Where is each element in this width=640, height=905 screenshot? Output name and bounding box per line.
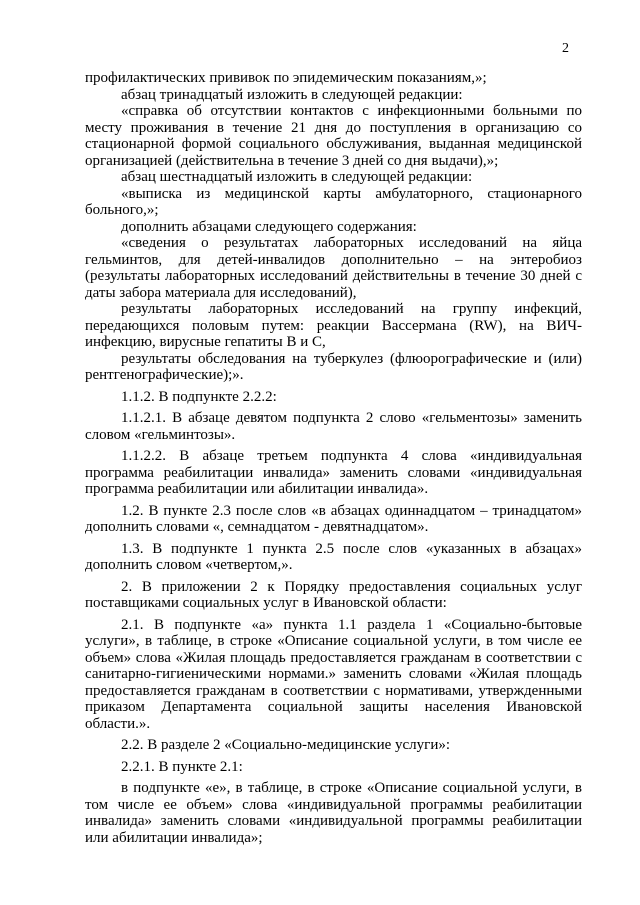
paragraph: 2.2.1. В пункте 2.1: <box>121 758 243 775</box>
paragraph: «справка об отсутствии контактов с инфекционными больными по месту проживания в течение 21 дня до поступления в организацию со стационарной формой социального обслуживания, выданная медицинской организацией (действительна в течение 3 дней со дня выдачи),»; <box>85 103 582 169</box>
paragraph: результаты обследования на туберкулез (флюорографические и (или) рентгенографические);». <box>85 350 582 383</box>
paragraph: 2. В приложении 2 к Порядку предоставления социальных услуг поставщиками социальных услуг в Ивановской области: <box>85 578 582 611</box>
paragraph: 1.1.2.2. В абзаце третьем подпункта 4 слова «индивидуальная программа реабилитации инвалида» заменить словами «индивидуальная программа реабилитации или абилитации инвалида». <box>85 448 582 497</box>
paragraph: профилактических прививок по эпидемическим показаниям,»; <box>85 70 487 86</box>
paragraph: абзац шестнадцатый изложить в следующей редакции: <box>121 169 473 185</box>
paragraph: «выписка из медицинской карты амбулаторного, стационарного больного,»; <box>85 185 582 218</box>
document-body <box>85 70 582 846</box>
page-number: 2 <box>562 41 569 56</box>
paragraph: «сведения о результатах лабораторных исследований на яйца гельминтов, для детей-инвалидов дополнительно – на энтеробиоз (результаты лабораторных исследований действительны в течение 30 дней с даты забора материала для исследований), <box>85 235 582 301</box>
paragraph: 2.2. В разделе 2 «Социально-медицинские услуги»: <box>121 737 451 753</box>
paragraph: результаты лабораторных исследований на группу инфекций, передающихся половым путем: реакции Вассермана (RW), на ВИЧ-инфекцию, вирусные гепатиты В и С, <box>85 301 582 350</box>
paragraph: абзац тринадцатый изложить в следующей редакции: <box>121 86 463 103</box>
paragraph: 1.2. В пункте 2.3 после слов «в абзацах одиннадцатом – тринадцатом» дополнить словами «, семнадцатом - девятнадцатом». <box>85 502 582 535</box>
paragraph: в подпункте «е», в таблице, в строке «Описание социальной услуги, в том числе ее объем» слова «индивидуальной программы реабилитации инвалида» заменить словами «индивидуальной программы реабилитации или абилитации инвалида»; <box>85 780 582 846</box>
paragraph: 1.3. В подпункте 1 пункта 2.5 после слов «указанных в абзацах» дополнить словом «четвертом,». <box>85 540 582 573</box>
paragraph: 1.1.2.1. В абзаце девятом подпункта 2 слово «гельментозы» заменить словом «гельминтозы». <box>85 410 582 443</box>
paragraph: 2.1. В подпункте «а» пункта 1.1 раздела 1 «Социально-бытовые услуги», в таблице, в строке «Описание социальной услуги, в том числе ее объем» слова «Жилая площадь предоставляется гражданам в соответствии с санитарно-гигиеническими нормами.» заменить словами «Жилая площадь предоставляется гражданам в соответствии с нормативами, утвержденными приказом Департамента социальной защиты населения Ивановской области.». <box>85 616 582 732</box>
paragraph: 1.1.2. В подпункте 2.2.2: <box>121 388 277 405</box>
paragraph: дополнить абзацами следующего содержания: <box>121 218 417 235</box>
